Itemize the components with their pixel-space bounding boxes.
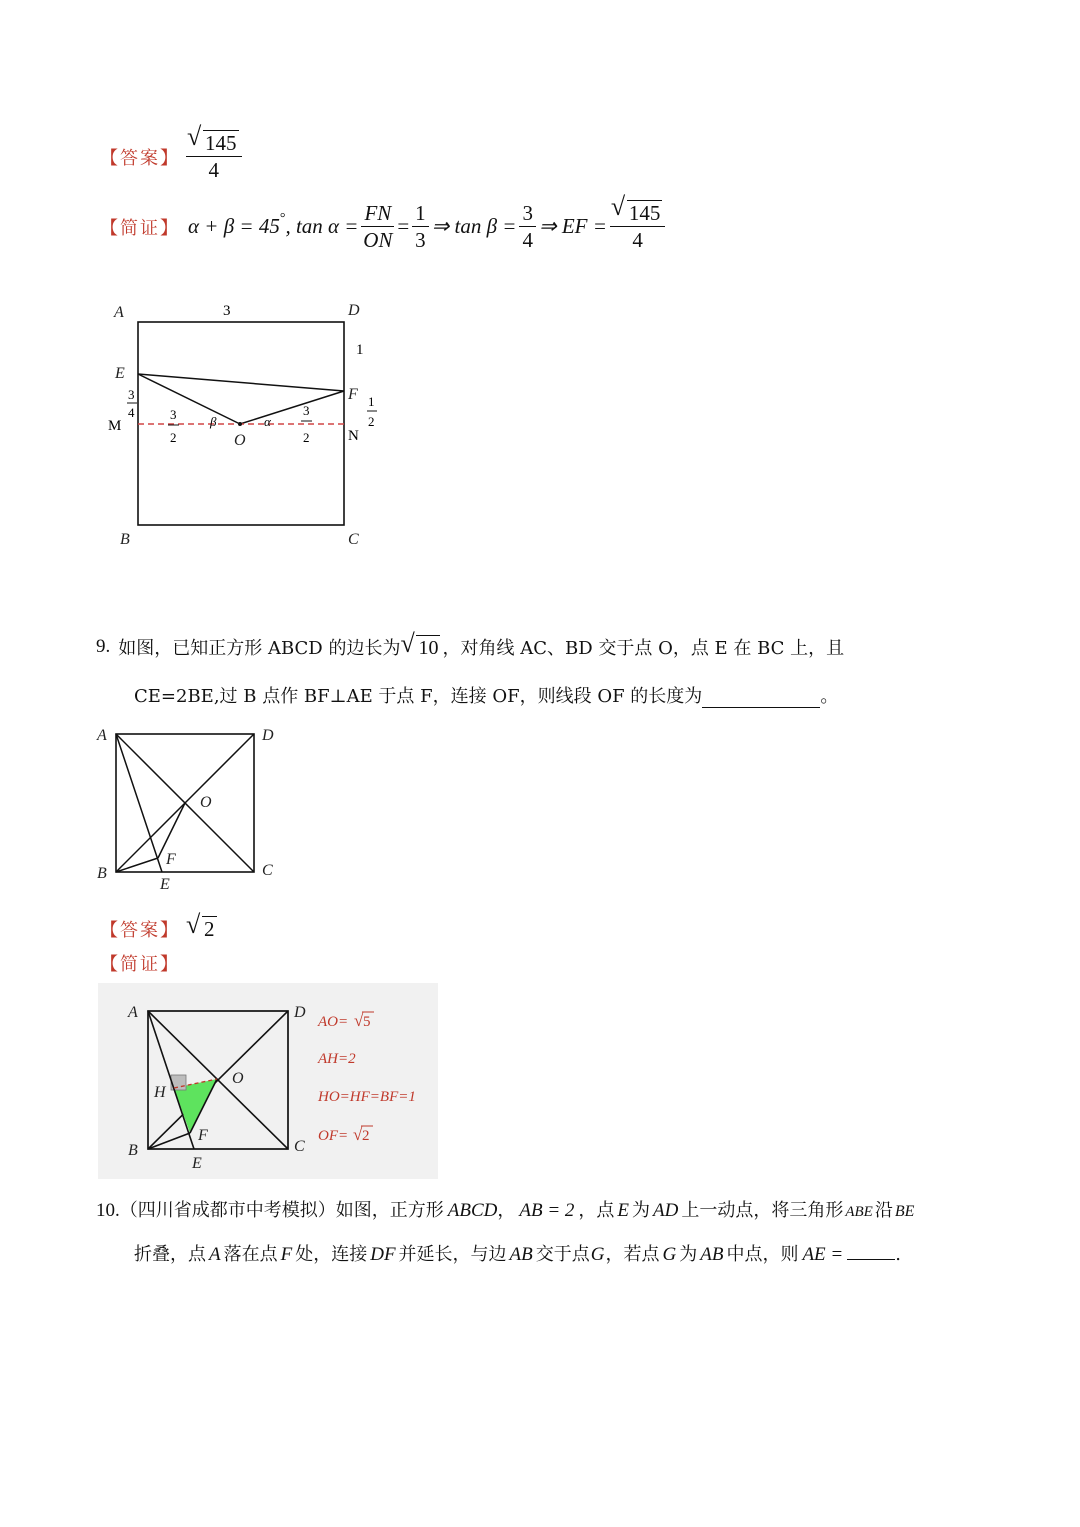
q10-text-i: 并延长，与边 xyxy=(398,1244,507,1265)
q9-figure xyxy=(92,722,282,890)
q9-sqrt10-radicand: 10 xyxy=(418,636,439,659)
q9-segment-ae xyxy=(116,734,162,872)
q8-label-c: C xyxy=(348,531,359,548)
q8-label-n: N xyxy=(348,428,359,444)
q9-line2 xyxy=(134,682,838,708)
q10-line2 xyxy=(134,1240,901,1266)
answer-tag: 【答案】 xyxy=(100,920,180,941)
q8-label-on-num: 3 xyxy=(303,403,310,418)
q8-label-f: F xyxy=(348,386,358,403)
q8-proof-three-fourths xyxy=(519,200,536,253)
proof-tag: 【简证】 xyxy=(100,217,180,239)
q10-text-e: 沿 xyxy=(874,1200,893,1221)
q9-answer-value: 2 xyxy=(204,917,215,941)
q10-text-l: 为 xyxy=(679,1244,698,1265)
q10-text-g: 落在点 xyxy=(223,1244,278,1265)
q9-answer-blank xyxy=(702,689,820,708)
q10-ab: AB xyxy=(509,1244,533,1265)
q10-text-j: 交于点 xyxy=(535,1244,590,1265)
q10-be: BE xyxy=(894,1203,915,1220)
q8-proof-on: ON xyxy=(363,228,393,252)
q9-sqrt10 xyxy=(402,635,440,660)
q9-answer-row xyxy=(100,916,217,942)
q10-text-a: （四川省成都市中考模拟）如图，正方形 xyxy=(119,1200,444,1221)
q10-ad: AD xyxy=(653,1200,679,1221)
q9p-label-h: H xyxy=(154,1084,166,1101)
q8-label-top-len: 3 xyxy=(223,303,231,319)
q8-proof-fn-on xyxy=(361,200,394,253)
q9-text-b: ，对角线 AC、BD 交于点 O，点 E 在 BC 上，且 xyxy=(442,638,845,659)
q9p-label-d: D xyxy=(294,1004,306,1021)
q9p-label-o: O xyxy=(232,1070,244,1087)
q8-answer-numerator: 145 xyxy=(205,131,237,155)
q9-text-a: 如图，已知正方形 ABCD 的边长为 xyxy=(118,638,401,659)
q8-proof-sqrt145: 145 xyxy=(628,201,661,225)
q10-text-k: ，若点 xyxy=(605,1244,660,1265)
q9-segment-of xyxy=(158,803,185,858)
q9p-label-c: C xyxy=(294,1138,305,1155)
q8-label-f-num: 1 xyxy=(368,394,375,409)
q9p-note-ao-radical: √ xyxy=(354,1011,364,1030)
q9p-note-ho-hf-bf: HO=HF=BF=1 xyxy=(318,1089,416,1105)
q9-text-c: CE=2BE,过 B 点作 BF⊥AE 于点 F，连接 OF，则线段 OF 的长度为 xyxy=(134,686,703,707)
q9-label-e: E xyxy=(160,876,170,890)
q8-proof-alpha-beta: α + β = 45 xyxy=(188,214,280,238)
q10-number: 10. xyxy=(96,1200,120,1221)
q8-proof-four-b: 4 xyxy=(522,228,533,252)
q10-text-h: 处，连接 xyxy=(295,1244,368,1265)
q10-e: E xyxy=(617,1200,630,1221)
q9-answer-sqrt xyxy=(188,916,217,942)
q8-label-e: E xyxy=(115,365,125,382)
q10-text-m: 中点，则 xyxy=(726,1244,799,1265)
q10-a: A xyxy=(209,1244,221,1265)
q8-segment-of xyxy=(240,391,344,424)
proof-tag: 【简证】 xyxy=(100,954,180,975)
q9-proof-figure-panel xyxy=(98,983,438,1179)
q8-proof-degree: ° xyxy=(279,210,286,226)
q10-f: F xyxy=(280,1244,293,1265)
q8-proof-row xyxy=(100,200,668,253)
q9p-note-of: OF= xyxy=(318,1128,349,1144)
q8-label-d-len: 1 xyxy=(356,342,364,358)
q8-answer-row xyxy=(100,130,245,183)
q8-label-b: B xyxy=(120,531,130,548)
q9-label-a: A xyxy=(97,727,107,744)
q8-label-d: D xyxy=(348,302,360,319)
q10-text-f: 折叠，点 xyxy=(134,1244,206,1265)
q10-text-d: 上一动点，将三角形 xyxy=(681,1200,844,1221)
q10-df: DF xyxy=(370,1244,396,1265)
q10-line1 xyxy=(96,1196,914,1222)
q8-proof-three-b: 3 xyxy=(519,200,536,227)
q10-abe: ABE xyxy=(845,1204,873,1220)
q8-figure xyxy=(100,295,400,560)
q8-label-o: O xyxy=(234,432,246,449)
q8-label-beta: β xyxy=(210,414,217,429)
q8-answer-fraction xyxy=(186,130,242,183)
q9p-note-ah: AH=2 xyxy=(318,1051,356,1067)
q8-proof-one-third xyxy=(412,200,429,253)
q9-proof-row xyxy=(100,950,180,976)
q8-label-e-den: 4 xyxy=(128,405,135,420)
q9-label-f: F xyxy=(166,851,176,868)
q9p-note-of-value: 2 xyxy=(362,1128,370,1144)
q8-label-mo-num: 3 xyxy=(170,407,177,422)
q9p-label-e: E xyxy=(192,1155,202,1172)
q9p-segment-ae xyxy=(148,1011,194,1149)
q8-label-a: A xyxy=(114,304,124,321)
q10-ab2: AB = 2 xyxy=(519,1200,575,1221)
q9p-note-of-radical: √ xyxy=(353,1125,363,1144)
q8-proof-fn: FN xyxy=(361,200,394,227)
q9p-note-ao-value: 5 xyxy=(363,1014,371,1030)
q8-point-o xyxy=(238,422,242,426)
q8-proof-one: 1 xyxy=(412,200,429,227)
q9p-segment-bf xyxy=(148,1133,190,1149)
q8-label-f-den: 2 xyxy=(368,414,375,429)
q9-label-o: O xyxy=(200,794,212,811)
q8-proof-implies-tan-beta: ⇒ tan β = xyxy=(431,214,517,238)
q10-ae: AE = xyxy=(802,1244,844,1265)
q10-text-end: . xyxy=(895,1244,901,1265)
q8-proof-implies-ef: ⇒ EF = xyxy=(538,214,607,238)
q9-line1 xyxy=(96,634,844,660)
q8-proof-ef-fraction xyxy=(610,200,666,253)
q9p-note-ao: AO= xyxy=(318,1014,349,1030)
q8-answer-denominator: 4 xyxy=(208,158,219,182)
q10-g2: G xyxy=(662,1244,677,1265)
q9-label-b: B xyxy=(97,865,107,882)
q10-g: G xyxy=(590,1244,605,1265)
q10-abcd: ABCD xyxy=(447,1200,498,1221)
q8-label-alpha: α xyxy=(264,414,271,429)
q9-text-end: 。 xyxy=(820,686,839,707)
q10-text-b: ，点 xyxy=(578,1200,615,1221)
q10-ab-b: AB xyxy=(700,1244,724,1265)
q10-comma1: ， xyxy=(497,1200,516,1221)
q10-text-c: 为 xyxy=(632,1200,651,1221)
q9-label-d: D xyxy=(262,727,274,744)
q8-proof-tan-alpha: , tan α = xyxy=(285,214,359,238)
q9-number: 9. xyxy=(96,636,111,657)
q9p-label-b: B xyxy=(128,1142,138,1159)
answer-tag: 【答案】 xyxy=(100,147,180,169)
q8-proof-four-c: 4 xyxy=(632,228,643,252)
q9-label-c: C xyxy=(262,862,273,879)
q8-label-e-num: 3 xyxy=(128,387,135,402)
q8-label-mo-den: 2 xyxy=(170,430,177,445)
q8-proof-eq: = xyxy=(397,214,410,238)
q9p-label-a: A xyxy=(128,1004,138,1021)
q8-label-on-den: 2 xyxy=(303,430,310,445)
q8-proof-three: 3 xyxy=(415,228,426,252)
q10-answer-blank xyxy=(847,1241,895,1260)
q8-label-m: M xyxy=(108,418,122,434)
q9p-label-f: F xyxy=(198,1127,208,1144)
q9-proof-figure xyxy=(98,983,438,1179)
